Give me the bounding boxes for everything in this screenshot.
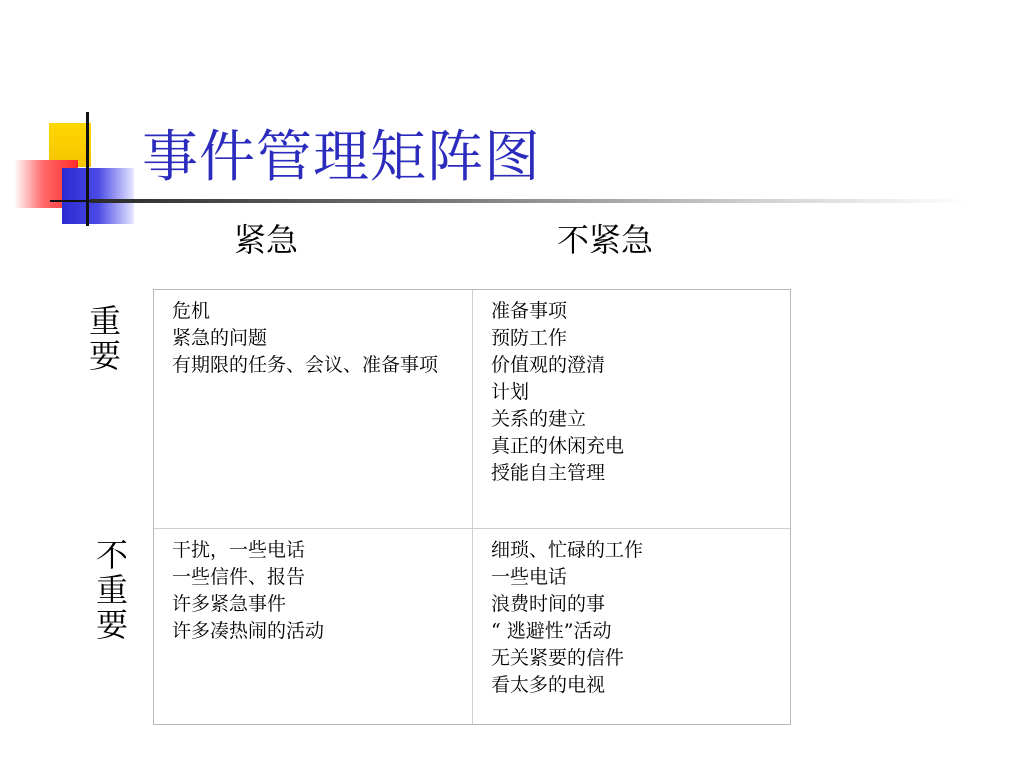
item-list [172,537,454,645]
item-list [491,537,772,699]
list-item: 计划 [491,381,530,403]
page-title: 事件管理矩阵图 [142,125,541,190]
list-item: 危机 [172,300,211,322]
list-item: 干扰，一些电话 [172,539,306,561]
row-header-not-important: 不重要 [95,536,128,644]
title-underline [90,199,970,203]
list-item: 有期限的任务、会议、准备事项 [172,354,439,376]
list-item: 浪费时间的事 [491,593,606,615]
list-item: 细琐、忙碌的工作 [491,539,644,561]
quadrant-urgent-important [154,290,473,529]
list-item: 看太多的电视 [491,674,606,696]
blue-square [62,168,134,224]
list-item: 价值观的澄清 [491,354,606,376]
item-list [172,298,454,379]
logo-vertical-line [86,112,89,226]
list-item: 无关紧要的信件 [491,647,625,669]
list-item: 真正的休闲充电 [491,435,625,457]
list-item: 紧急的问题 [172,327,268,349]
list-item: 一些电话 [491,566,568,588]
time-management-matrix [153,289,791,725]
list-item: 关系的建立 [491,408,587,430]
decorative-logo [0,0,140,240]
list-item: “ 逃避性”活动 [491,620,612,642]
list-item: 预防工作 [491,327,568,349]
column-header-not-urgent: 不紧急 [557,221,654,259]
list-item: 授能自主管理 [491,462,606,484]
list-item: 许多凑热闹的活动 [172,620,325,642]
quadrant-not-urgent-important [473,290,790,529]
list-item: 准备事项 [491,300,568,322]
quadrant-not-urgent-not-important [473,529,790,724]
row-header-important: 重要 [88,302,121,375]
column-header-urgent: 紧急 [234,221,299,259]
item-list [491,298,772,487]
list-item: 一些信件、报告 [172,566,306,588]
quadrant-urgent-not-important [154,529,473,724]
logo-horizontal-line [50,200,94,202]
list-item: 许多紧急事件 [172,593,287,615]
